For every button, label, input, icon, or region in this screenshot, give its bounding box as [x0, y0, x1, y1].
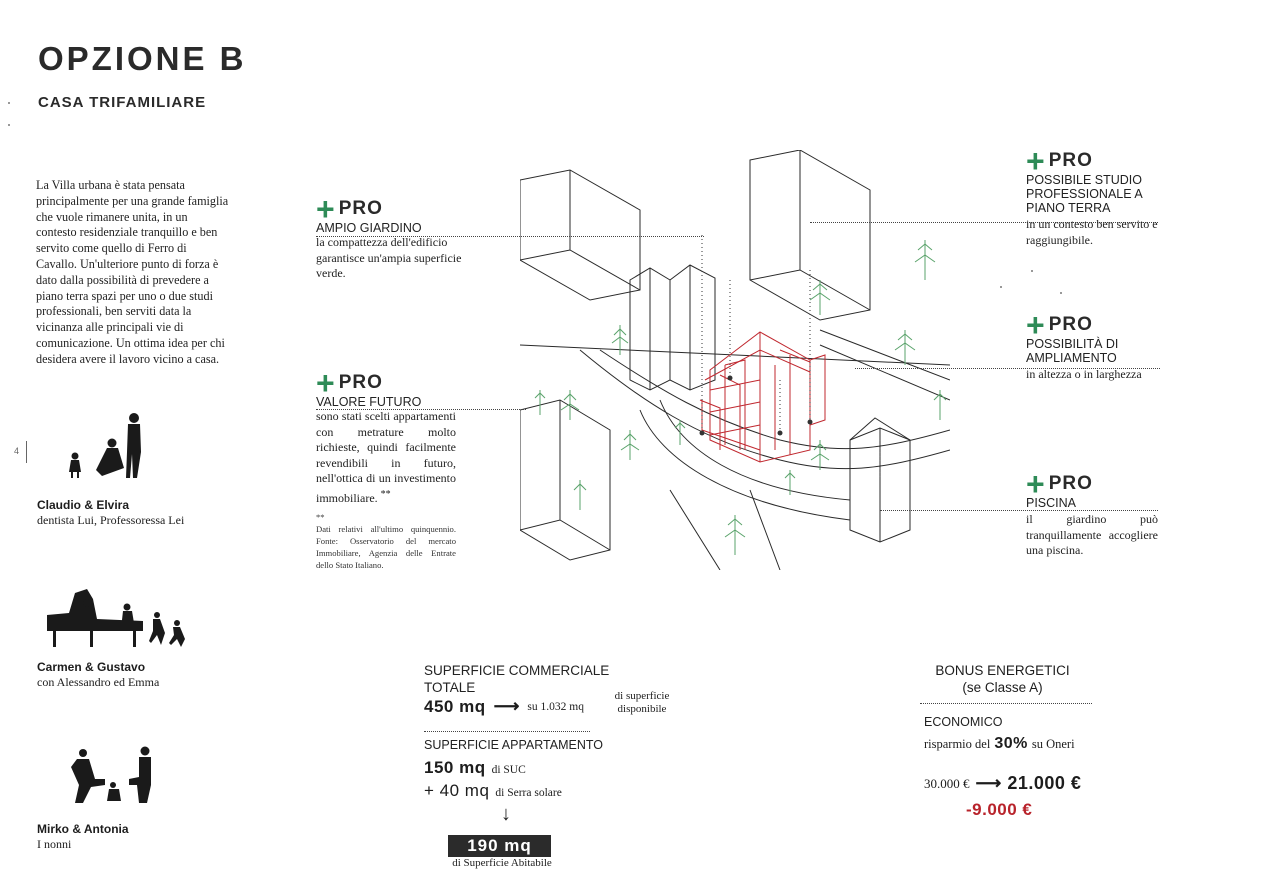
superficie-disponibile-label [607, 690, 677, 716]
family-silhouette-icon [62, 408, 152, 480]
family-name: Mirko & Antonia [37, 822, 129, 836]
pro-body: la compattezza dell'edificio garantisce un'ampia superficie verde. [316, 235, 462, 280]
serra-value: + 40 mq [424, 781, 490, 800]
axonometric-site-drawing [520, 150, 950, 570]
footnote [316, 511, 456, 571]
plus-icon: + [316, 191, 335, 227]
pro-body-text: sono stati scelti appartamenti con metrature molto richieste, quindi facilmente revendibili in futuro, nell'ottica di un investimento immobiliare. [316, 409, 456, 505]
pro-label: PRO [1048, 150, 1093, 171]
oneri-to: 21.000 € [1007, 773, 1082, 793]
pro-ampio-giardino [316, 191, 476, 282]
pro-title: POSSIBILE STUDIO PROFESSIONALE A PIANO TERRA [1026, 173, 1143, 215]
family-mirko-antonia [37, 822, 237, 852]
footnote-mark: ** [316, 512, 325, 522]
piano-family-icon [45, 585, 195, 650]
bonus-economico-label: ECONOMICO [924, 715, 1003, 729]
pro-title: AMPIO GIARDINO [316, 221, 422, 235]
bonus-risparmio-row [924, 735, 1075, 753]
plus-icon: + [1026, 143, 1045, 179]
page-title: OPZIONE B [38, 40, 247, 77]
family-description: dentista Lui, Professoressa Lei [37, 513, 185, 527]
page-subtitle: CASA TRIFAMILIARE [38, 94, 207, 111]
family-claudio-elvira [37, 498, 237, 528]
pro-title: PISCINA [1026, 496, 1077, 510]
suc-row [424, 758, 526, 778]
label-line: di superficie [614, 690, 670, 702]
risparmio-percent: 30% [994, 735, 1028, 752]
bonus-oneri-row [924, 773, 1081, 794]
serra-row [424, 781, 562, 801]
pro-ampliamento [1026, 307, 1166, 383]
bonus-saving: -9.000 € [966, 800, 1033, 819]
scan-speck [1031, 270, 1033, 272]
superficie-appartamento-label: SUPERFICIE APPARTAMENTO [424, 738, 603, 752]
intro-paragraph: La Villa urbana è stata pensata principalmente per una grande famiglia che vuole rimanere unita, in un contesto residenziale tranquillo e ben servito come quello di Ferro di Cavallo. Un'ulteriore punto di forza è dato dalla possibilità di prevedere a piano terra spazi per uno o due studi professionali, ben serviti data la vicinanza alle principali vie di comunicazione. Un ottima idea per chi desidera avere il lavoro vicino a casa. [36, 178, 229, 366]
family-carmen-gustavo [37, 660, 237, 690]
pro-label: PRO [338, 198, 383, 219]
superficie-abitabile-badge: 190 mq [448, 835, 551, 857]
pro-body: in un contesto ben servito e raggiungibile. [1026, 217, 1158, 247]
footnote-text: Dati relativi all'ultimo quinquennio. Fonte: Osservatorio del mercato Immobiliare, Agenzia delle Entrate dello Stato Italiano. [316, 524, 456, 570]
footnote-mark: ** [380, 488, 391, 500]
superficie-commerciale-value: 450 mq [424, 696, 486, 716]
margin-tick [8, 124, 10, 126]
pro-label: PRO [1048, 473, 1093, 494]
superficie-disponibile-value: su 1.032 mq [527, 700, 584, 713]
family-description: I nonni [37, 837, 72, 851]
oneri-from: 30.000 € [924, 775, 970, 791]
margin-tick [8, 102, 10, 104]
pro-label: PRO [1048, 314, 1093, 335]
separator [920, 703, 1092, 704]
suc-value: 150 mq [424, 758, 486, 777]
plus-icon: + [316, 365, 335, 401]
arrow-down-icon: ↓ [501, 803, 511, 825]
suc-label: di SUC [491, 764, 526, 776]
family-name: Carmen & Gustavo [37, 660, 146, 674]
pro-valore-futuro [316, 365, 456, 506]
pro-body: il giardino può tranquillamente accogliere una piscina. [1026, 512, 1158, 557]
label-line: disponibile [617, 703, 667, 715]
family-description: con Alessandro ed Emma [37, 675, 160, 689]
page-number-bar [26, 441, 27, 463]
plus-icon: + [1026, 466, 1045, 502]
superficie-abitabile-label: di Superficie Abitabile [452, 857, 552, 869]
pro-body: in altezza o in larghezza [1026, 367, 1142, 381]
bonus-header [915, 662, 1090, 696]
family-name: Claudio & Elvira [37, 498, 130, 512]
grandparents-icon [65, 745, 160, 807]
pro-piscina [1026, 466, 1158, 559]
bonus-title: BONUS ENERGETICI [935, 663, 1070, 678]
bonus-subtitle: (se Classe A) [962, 680, 1043, 695]
separator [424, 731, 590, 732]
risparmio-post: su Oneri [1031, 737, 1075, 751]
superficie-commerciale-label: SUPERFICIE COMMERCIALE TOTALE [424, 663, 610, 695]
scan-speck [1000, 286, 1002, 288]
arrow-right-icon: ⟶ [493, 696, 520, 716]
pro-label: PRO [338, 372, 383, 393]
arrow-right-icon: ⟶ [975, 773, 1002, 793]
superficie-commerciale-row [424, 696, 584, 717]
pro-title: VALORE FUTURO [316, 395, 422, 409]
pro-body [316, 409, 456, 506]
pro-title: POSSIBILITÀ DI AMPLIAMENTO [1026, 337, 1119, 365]
scan-speck [1060, 292, 1062, 294]
page-number: 4 [14, 446, 20, 456]
pro-studio-professionale [1026, 143, 1166, 248]
plus-icon: + [1026, 307, 1045, 343]
serra-label: di Serra solare [495, 787, 562, 799]
risparmio-pre: risparmio del [924, 737, 991, 751]
